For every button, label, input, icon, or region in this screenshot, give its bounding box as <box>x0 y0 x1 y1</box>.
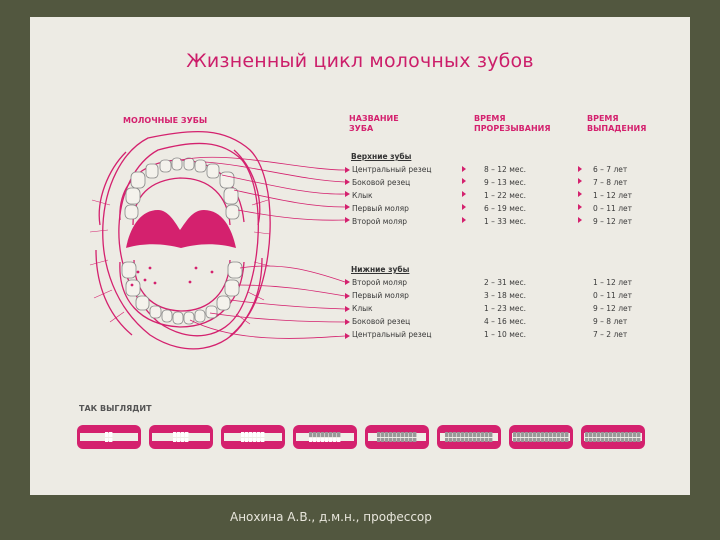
lower-row-eruption: 3 – 18 мес. <box>484 291 526 300</box>
upper-row-name: Клык <box>352 191 373 200</box>
lower-row-loss: 7 – 2 лет <box>593 330 628 339</box>
header-loss <box>587 114 646 134</box>
diagram-label: МОЛОЧНЫЕ ЗУБЫ <box>123 116 208 125</box>
lower-teeth-label: Нижние зубы <box>351 265 410 274</box>
upper-row-name: Второй моляр <box>352 217 408 226</box>
header-loss-line1: ВРЕМЯ <box>587 114 619 123</box>
upper-row-eruption: 1 – 33 мес. <box>484 217 526 226</box>
lower-row-name: Клык <box>352 304 373 313</box>
teeth-stage-thumbnail <box>77 425 141 449</box>
teeth-stage-thumbnail <box>509 425 573 449</box>
header-eruption-line1: ВРЕМЯ <box>474 114 506 123</box>
strip-label: ТАК ВЫГЛЯДИТ <box>79 404 152 413</box>
header-eruption <box>474 114 551 134</box>
upper-row-loss: 6 – 7 лет <box>593 165 628 174</box>
header-name <box>349 114 399 134</box>
slide-title: Жизненный цикл молочных зубов <box>186 50 534 72</box>
lower-row-name: Первый моляр <box>352 291 409 300</box>
upper-row-eruption: 9 – 13 мес. <box>484 178 526 187</box>
header-eruption-line2: ПРОРЕЗЫВАНИЯ <box>474 124 551 133</box>
teeth-stage-thumbnail <box>149 425 213 449</box>
lower-row-name: Второй моляр <box>352 278 408 287</box>
upper-row-loss: 7 – 8 лет <box>593 178 628 187</box>
lower-row-eruption: 4 – 16 мес. <box>484 317 526 326</box>
teeth-stage-thumbnail <box>293 425 357 449</box>
author-credit: Анохина А.В., д.м.н., профессор <box>230 510 432 524</box>
teeth-stage-thumbnail <box>437 425 501 449</box>
upper-row-name: Центральный резец <box>352 165 432 174</box>
upper-row-name: Боковой резец <box>352 178 411 187</box>
header-loss-line2: ВЫПАДЕНИЯ <box>587 124 647 133</box>
upper-row-name: Первый моляр <box>352 204 409 213</box>
teeth-stage-thumbnail <box>221 425 285 449</box>
lower-row-eruption: 2 – 31 мес. <box>484 278 526 287</box>
teeth-stage-thumbnail <box>365 425 429 449</box>
lower-row-name: Боковой резец <box>352 317 411 326</box>
header-name-line1: НАЗВАНИЕ <box>349 114 399 123</box>
lower-row-name: Центральный резец <box>352 330 432 339</box>
lower-row-eruption: 1 – 10 мес. <box>484 330 526 339</box>
upper-row-eruption: 8 – 12 мес. <box>484 165 526 174</box>
lower-row-loss: 1 – 12 лет <box>593 278 632 287</box>
upper-row-loss: 0 – 11 лет <box>593 204 632 213</box>
lower-row-loss: 9 – 12 лет <box>593 304 632 313</box>
upper-row-eruption: 6 – 19 мес. <box>484 204 526 213</box>
lower-row-loss: 9 – 8 лет <box>593 317 628 326</box>
upper-row-loss: 1 – 12 лет <box>593 191 632 200</box>
teeth-stage-thumbnail <box>581 425 645 449</box>
lower-row-loss: 0 – 11 лет <box>593 291 632 300</box>
slide <box>30 17 690 495</box>
lower-row-eruption: 1 – 23 мес. <box>484 304 526 313</box>
upper-row-loss: 9 – 12 лет <box>593 217 632 226</box>
upper-teeth-label: Верхние зубы <box>351 152 412 161</box>
header-name-line2: ЗУБА <box>349 124 374 133</box>
upper-row-eruption: 1 – 22 мес. <box>484 191 526 200</box>
